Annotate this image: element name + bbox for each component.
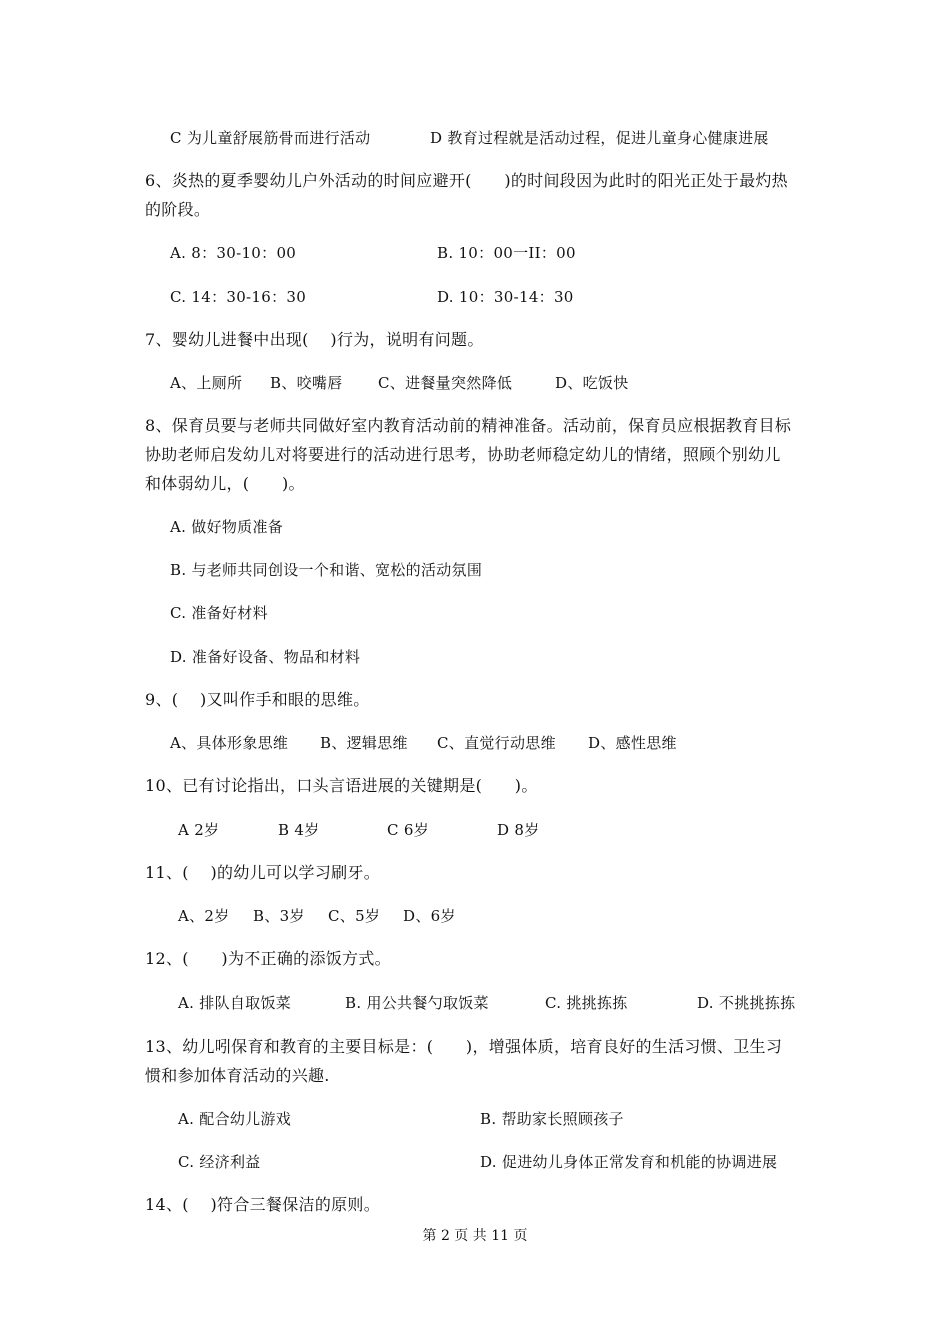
question-text: 14、( )符合三餐保洁的原则。 — [145, 1195, 381, 1214]
option-d: D. 不挑挑拣拣 — [697, 994, 796, 1012]
option-c: C 6岁 — [387, 821, 429, 839]
option-a: A. 排队自取饭菜 — [178, 994, 292, 1012]
question-text: 惯和参加体育活动的兴趣. — [145, 1066, 330, 1085]
option-c: C. 14：30-16：30 — [170, 288, 307, 306]
option-c: C 为儿童舒展筋骨而进行活动 — [170, 129, 371, 147]
option-b: B. 用公共餐勺取饭菜 — [345, 994, 489, 1012]
option-b: B、咬嘴唇 — [270, 374, 343, 392]
option-a: A. 做好物质准备 — [170, 518, 284, 536]
option-d: D. 10：30-14：30 — [437, 288, 574, 306]
option-a: A、具体形象思维 — [170, 734, 289, 752]
option-a: A 2岁 — [178, 821, 220, 839]
question-text: 8、保育员要与老师共同做好室内教育活动前的精神准备。活动前，保育员应根据教育目标 — [145, 416, 792, 435]
question-text: 11、( )的幼儿可以学习刷牙。 — [145, 863, 381, 882]
option-d: D. 准备好设备、物品和材料 — [170, 648, 361, 666]
option-c: C、进餐量突然降低 — [378, 374, 513, 392]
option-a: A. 8：30-10：00 — [170, 244, 297, 262]
option-b: B. 10：00一II：00 — [437, 244, 576, 262]
option-c: C. 准备好材料 — [170, 604, 268, 622]
option-d: D 教育过程就是活动过程，促进儿童身心健康进展 — [430, 129, 769, 147]
option-b: B、3岁 — [253, 907, 305, 925]
option-d: D 8岁 — [497, 821, 540, 839]
question-text: 12、( )为不正确的添饭方式。 — [145, 949, 391, 968]
option-c: C. 挑挑拣拣 — [545, 994, 628, 1012]
option-b: B. 帮助家长照顾孩子 — [480, 1110, 624, 1128]
question-text: 10、已有讨论指出，口头言语进展的关键期是( )。 — [145, 776, 538, 795]
option-c: C. 经济利益 — [178, 1153, 261, 1171]
option-d: D、6岁 — [403, 907, 456, 925]
page-number: 第 2 页 共 11 页 — [422, 1228, 528, 1244]
option-b: B. 与老师共同创设一个和谐、宽松的活动氛围 — [170, 561, 483, 579]
option-d: D. 促进幼儿身体正常发育和机能的协调进展 — [480, 1153, 778, 1171]
option-d: D、吃饭快 — [555, 374, 629, 392]
option-a: A. 配合幼儿游戏 — [178, 1110, 292, 1128]
question-text: 6、炎热的夏季婴幼儿户外活动的时间应避开( )的时间段因为此时的阳光正处于最灼热 — [145, 171, 788, 190]
question-text: 协助老师启发幼儿对将要进行的活动进行思考，协助老师稳定幼儿的情绪，照顾个别幼儿 — [145, 445, 781, 464]
question-text: 13、幼儿吲保育和教育的主要目标是：( )，增强体质，培育良好的生活习惯、卫生习 — [145, 1037, 783, 1056]
option-b: B、逻辑思维 — [320, 734, 408, 752]
option-a: A、上厕所 — [170, 374, 243, 392]
question-text: 和体弱幼儿，( )。 — [145, 474, 305, 493]
option-d: D、感性思维 — [588, 734, 677, 752]
option-c: C、5岁 — [328, 907, 381, 925]
option-b: B 4岁 — [278, 821, 320, 839]
question-text: 的阶段。 — [145, 200, 211, 219]
question-text: 9、( )又叫作手和眼的思维。 — [145, 690, 370, 709]
option-c: C、直觉行动思维 — [437, 734, 556, 752]
question-text: 7、婴幼儿进餐中出现( )行为，说明有问题。 — [145, 330, 484, 349]
option-a: A、2岁 — [178, 907, 230, 925]
